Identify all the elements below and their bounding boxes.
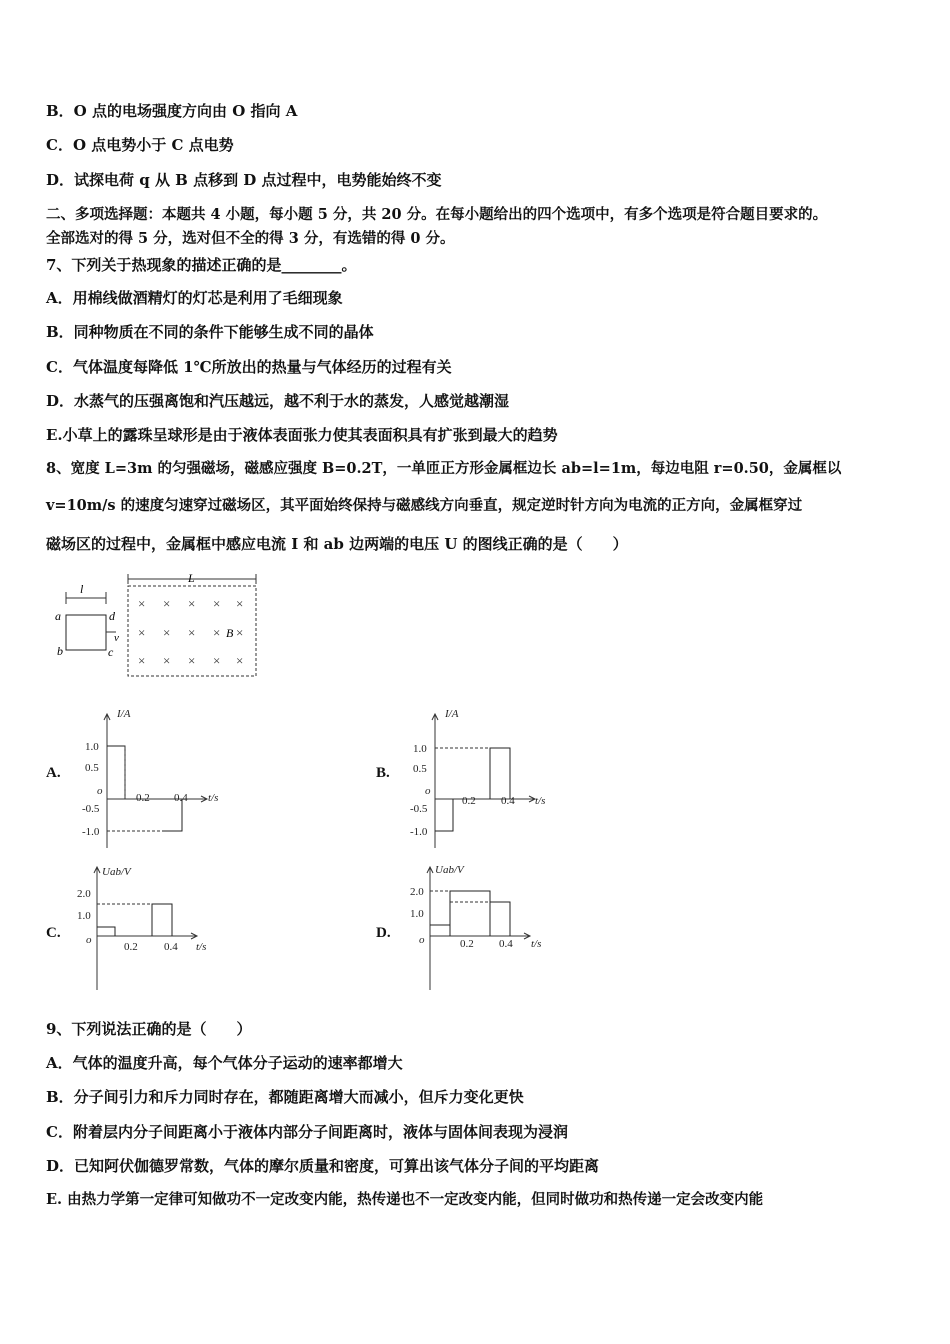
y-tick: 0.5 [85,762,99,774]
q8-stem-1: 8、宽度 L=3m 的匀强磁场，磁感应强度 B=0.2T，一单匝正方形金属框边长 ab=l=1m，每边电阻 r=0.50，金属框以 [46,460,842,477]
corner-b: b [57,644,63,658]
line-option-b: B．O 点的电场强度方向由 O 指向 A [46,102,298,120]
y-tick: 1.0 [77,910,91,922]
field-cross: × [138,625,146,640]
graph-b [400,700,560,850]
x-tick: 0.2 [136,792,150,804]
option-label-b: B. [376,765,390,781]
q8-stem-3: 磁场区的过程中，金属框中感应电流 I 和 ab 边两端的电压 U 的图线正确的是（ ） [46,535,628,553]
x-tick: 0.4 [174,792,188,804]
section-heading: 二、多项选择题：本题共 4 小题，每小题 5 分，共 20 分。在每小题给出的四个选项中，有多个选项是符合题目要求的。 [46,206,828,223]
field-cross: × [236,596,244,611]
origin-label: o [425,785,431,797]
y-axis-label: I/A [445,708,459,720]
origin-label: o [419,934,425,946]
x-axis-label: t/s [208,792,219,804]
graph-a [72,700,232,850]
q7-option-c: C．气体温度每降低 1℃所放出的热量与气体经历的过程有关 [46,358,452,376]
field-cross: × [188,596,196,611]
graph-c [72,857,232,992]
field-cross: × [213,625,221,640]
field-cross: × [236,653,244,668]
origin-label: o [86,934,92,946]
q9-stem: 9、下列说法正确的是（ ） [46,1020,252,1038]
y-tick: 1.0 [410,908,424,920]
q8-stem-2: v=10m/s 的速度匀速穿过磁场区，其平面始终保持与磁感线方向垂直，规定逆时针方向为电流的正方向，金属框穿过 [46,497,803,514]
y-tick: -1.0 [410,826,428,838]
q9-option-a: A．气体的温度升高，每个气体分子运动的速率都增大 [46,1054,403,1072]
y-axis-label: Uab/V [435,864,464,876]
graph-d [405,857,565,992]
field-cross: × [163,596,171,611]
q9-option-e: E. 由热力学第一定律可知做功不一定改变内能，热传递也不一定改变内能，但同时做功和热传递一定会改变内能 [46,1191,764,1208]
x-tick: 0.2 [124,941,138,953]
field-cross: × [163,625,171,640]
origin-label: o [97,785,103,797]
field-cross: × [163,653,171,668]
y-tick: 2.0 [410,886,424,898]
x-tick: 0.2 [460,938,474,950]
q7-option-a: A．用棉线做酒精灯的灯芯是利用了毛细现象 [46,289,343,307]
x-tick: 0.4 [501,795,515,807]
q7-option-e: E.小草上的露珠呈球形是由于液体表面张力使其表面积具有扩张到最大的趋势 [46,426,558,444]
y-tick: 1.0 [85,741,99,753]
x-tick: 0.4 [164,941,178,953]
field-cross: × [188,625,196,640]
option-label-c: C. [46,925,61,941]
q9-option-c: C．附着层内分子间距离小于液体内部分子间距离时，液体与固体间表现为浸润 [46,1123,568,1141]
x-axis-label: t/s [531,938,542,950]
field-label: B [226,626,234,640]
x-axis-label: t/s [535,795,546,807]
side-label: l [80,582,84,596]
width-label: L [188,571,195,585]
x-tick: 0.4 [499,938,513,950]
velocity-label: v [114,632,119,644]
setup-figure [50,570,265,682]
field-cross: × [213,653,221,668]
q7-stem: 7、下列关于热现象的描述正确的是________。 [46,256,357,274]
y-axis-label: I/A [117,708,131,720]
y-tick: 1.0 [413,743,427,755]
field-cross: × [188,653,196,668]
field-cross: × [138,653,146,668]
y-tick: -0.5 [82,803,100,815]
section-heading-cont: 全部选对的得 5 分，选对但不全的得 3 分，有选错的得 0 分。 [46,230,455,247]
corner-d: d [109,609,115,623]
field-cross: × [213,596,221,611]
option-label-a: A. [46,765,61,781]
corner-a: a [55,609,61,623]
y-tick: -0.5 [410,803,428,815]
q7-option-d: D．水蒸气的压强离饱和汽压越远，越不利于水的蒸发，人感觉越潮湿 [46,392,510,410]
option-label-d: D. [376,925,391,941]
q9-option-b: B．分子间引力和斥力同时存在，都随距离增大而减小，但斥力变化更快 [46,1088,524,1106]
y-axis-label: Uab/V [102,866,131,878]
field-cross: × [138,596,146,611]
y-tick: 2.0 [77,888,91,900]
q9-option-d: D．已知阿伏伽德罗常数，气体的摩尔质量和密度，可算出该气体分子间的平均距离 [46,1157,600,1175]
y-tick: 0.5 [413,763,427,775]
corner-c: c [108,645,114,659]
line-option-c: C．O 点电势小于 C 点电势 [46,136,234,154]
q7-option-b: B．同种物质在不同的条件下能够生成不同的晶体 [46,323,374,341]
x-axis-label: t/s [196,941,207,953]
line-option-d: D．试探电荷 q 从 B 点移到 D 点过程中，电势能始终不变 [46,171,442,189]
field-cross: × [236,625,244,640]
x-tick: 0.2 [462,795,476,807]
y-tick: -1.0 [82,826,100,838]
